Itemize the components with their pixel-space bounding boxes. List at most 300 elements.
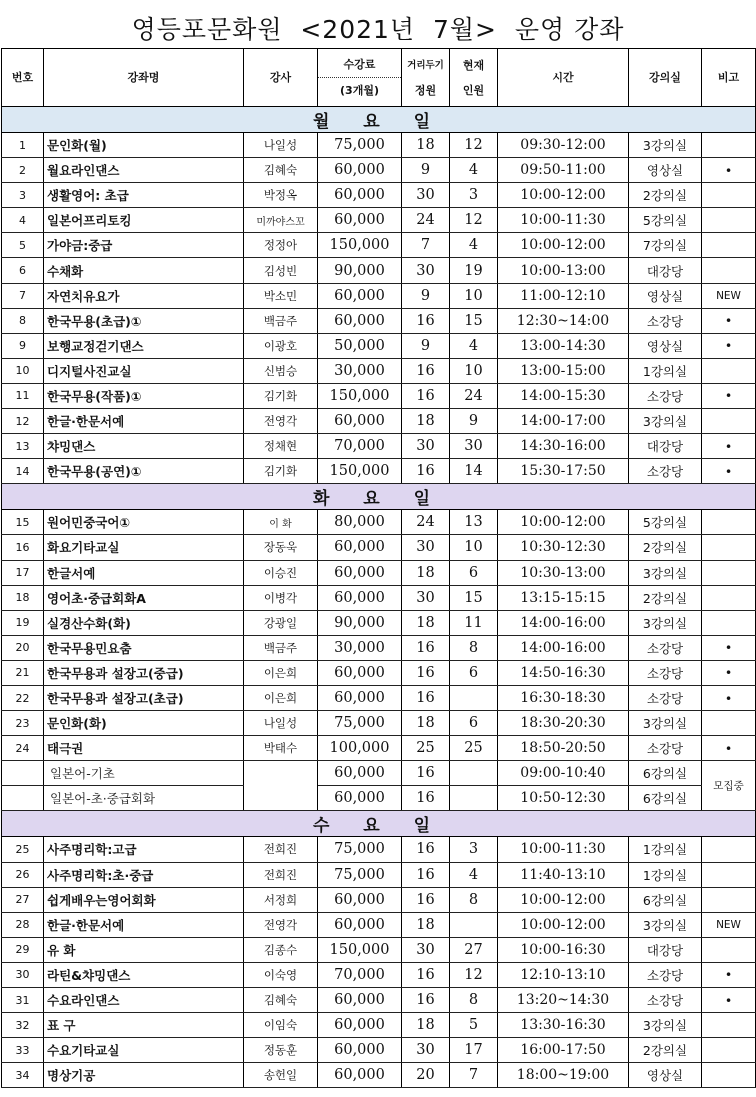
cell-course-name: 보행교정걷기댄스 (44, 333, 244, 358)
cell-time: 13:20~14:30 (498, 988, 629, 1013)
table-row (2, 233, 756, 258)
cell-note (702, 1013, 756, 1038)
cell-time: 14:00-16:00 (498, 610, 629, 635)
cell-capacity: 16 (402, 383, 450, 408)
cell-room: 1강의실 (629, 862, 702, 887)
table-row (2, 585, 756, 610)
cell-course-name: 가야금:중급 (44, 233, 244, 258)
cell-capacity: 24 (402, 208, 450, 233)
cell-course-name: 표 구 (44, 1013, 244, 1038)
cell-room: 영상실 (629, 333, 702, 358)
cell-current: 4 (450, 233, 498, 258)
cell-current: 6 (450, 560, 498, 585)
table-row (2, 535, 756, 560)
cell-room: 7강의실 (629, 233, 702, 258)
table-row (2, 560, 756, 585)
col-header-fee (318, 49, 402, 107)
cell-no: 5 (2, 233, 44, 258)
cell-no: 10 (2, 358, 44, 383)
col-header-capacity-sub: 정원 (414, 83, 437, 97)
cell-note: • (702, 459, 756, 484)
cell-note: • (702, 988, 756, 1013)
cell-current: 11 (450, 610, 498, 635)
cell-capacity: 16 (402, 837, 450, 862)
cell-room: 대강당 (629, 258, 702, 283)
cell-fee: 90,000 (318, 258, 402, 283)
cell-capacity: 30 (402, 585, 450, 610)
cell-teacher: 나일성 (244, 133, 318, 158)
cell-current: 6 (450, 711, 498, 736)
day-header-mon (2, 107, 756, 133)
cell-teacher: 나일성 (244, 711, 318, 736)
cell-teacher: 김기화 (244, 383, 318, 408)
cell-course-name: 문인화(월) (44, 133, 244, 158)
table-row (2, 383, 756, 408)
cell-capacity: 18 (402, 560, 450, 585)
cell-course-name: 한국무용과 설장고(초급) (44, 685, 244, 710)
cell-time: 10:00-13:00 (498, 258, 629, 283)
table-row (2, 133, 756, 158)
cell-fee: 30,000 (318, 635, 402, 660)
cell-no: 24 (2, 736, 44, 761)
cell-fee: 60,000 (318, 535, 402, 560)
cell-note (702, 937, 756, 962)
col-header-capacity-label: 거리두기 (407, 59, 444, 71)
cell-current: 25 (450, 736, 498, 761)
cell-no: 4 (2, 208, 44, 233)
cell-fee: 60,000 (318, 158, 402, 183)
cell-note (702, 233, 756, 258)
cell-no: 13 (2, 434, 44, 459)
cell-teacher: 김종수 (244, 937, 318, 962)
cell-current (450, 761, 498, 786)
cell-no: 8 (2, 308, 44, 333)
cell-time: 13:30-16:30 (498, 1013, 629, 1038)
cell-room: 3강의실 (629, 912, 702, 937)
cell-fee: 60,000 (318, 585, 402, 610)
cell-time: 09:30-12:00 (498, 133, 629, 158)
cell-capacity: 18 (402, 711, 450, 736)
cell-no: 33 (2, 1038, 44, 1063)
cell-capacity: 16 (402, 635, 450, 660)
cell-capacity: 16 (402, 962, 450, 987)
cell-time: 12:10-13:10 (498, 962, 629, 987)
cell-current: 7 (450, 1063, 498, 1088)
cell-teacher: 이승진 (244, 560, 318, 585)
cell-capacity: 16 (402, 862, 450, 887)
cell-time: 10:00-11:30 (498, 208, 629, 233)
cell-current: 17 (450, 1038, 498, 1063)
cell-teacher: 이은희 (244, 685, 318, 710)
cell-time: 10:50-12:30 (498, 786, 629, 811)
cell-capacity: 16 (402, 358, 450, 383)
cell-capacity: 16 (402, 761, 450, 786)
table-row (2, 258, 756, 283)
cell-fee: 100,000 (318, 736, 402, 761)
cell-time: 16:30-18:30 (498, 685, 629, 710)
cell-fee: 90,000 (318, 610, 402, 635)
cell-course-name: 명상기공 (44, 1063, 244, 1088)
cell-capacity: 18 (402, 133, 450, 158)
col-header-note: 비고 (702, 49, 756, 107)
cell-current (450, 685, 498, 710)
cell-teacher: 미까야스꼬 (244, 208, 318, 233)
cell-no: 27 (2, 887, 44, 912)
cell-time: 13:00-14:30 (498, 333, 629, 358)
course-schedule-table (1, 48, 756, 1088)
cell-fee: 30,000 (318, 358, 402, 383)
cell-room: 소강당 (629, 660, 702, 685)
cell-time: 10:00-12:00 (498, 887, 629, 912)
cell-course-name: 일본어-초·중급회화 (44, 786, 244, 811)
cell-capacity: 16 (402, 459, 450, 484)
table-row (2, 988, 756, 1013)
cell-room: 2강의실 (629, 1038, 702, 1063)
cell-teacher: 서정희 (244, 887, 318, 912)
cell-capacity: 16 (402, 308, 450, 333)
cell-room: 6강의실 (629, 786, 702, 811)
cell-fee: 60,000 (318, 1063, 402, 1088)
cell-current: 10 (450, 283, 498, 308)
cell-no: 28 (2, 912, 44, 937)
cell-teacher: 이 화 (244, 510, 318, 535)
cell-room: 소강당 (629, 685, 702, 710)
table-header (2, 49, 756, 107)
cell-teacher: 이병각 (244, 585, 318, 610)
cell-fee: 150,000 (318, 459, 402, 484)
cell-time: 13:00-15:00 (498, 358, 629, 383)
cell-teacher: 김혜숙 (244, 158, 318, 183)
cell-no: 25 (2, 837, 44, 862)
cell-course-name: 한국무용(공연)① (44, 459, 244, 484)
cell-teacher: 전희진 (244, 862, 318, 887)
cell-no: 34 (2, 1063, 44, 1088)
table-row (2, 610, 756, 635)
table-row (2, 409, 756, 434)
cell-time: 18:50-20:50 (498, 736, 629, 761)
cell-fee: 75,000 (318, 862, 402, 887)
cell-room: 2강의실 (629, 535, 702, 560)
table-row (2, 283, 756, 308)
cell-current: 5 (450, 1013, 498, 1038)
cell-teacher: 김성빈 (244, 258, 318, 283)
cell-note: • (702, 962, 756, 987)
cell-note-recruiting: 모집중 (702, 761, 756, 811)
cell-current (450, 786, 498, 811)
cell-capacity: 30 (402, 183, 450, 208)
cell-note (702, 862, 756, 887)
cell-teacher: 장동욱 (244, 535, 318, 560)
cell-room: 2강의실 (629, 585, 702, 610)
cell-course-name: 챠밍댄스 (44, 434, 244, 459)
cell-note (702, 535, 756, 560)
cell-no: 15 (2, 510, 44, 535)
cell-capacity: 18 (402, 1013, 450, 1038)
day-header-label: 화 요 일 (2, 484, 756, 510)
table-body (2, 107, 756, 1088)
cell-no: 7 (2, 283, 44, 308)
cell-note (702, 585, 756, 610)
cell-room: 영상실 (629, 283, 702, 308)
cell-teacher: 강광일 (244, 610, 318, 635)
cell-teacher: 박태수 (244, 736, 318, 761)
cell-fee: 60,000 (318, 912, 402, 937)
cell-room: 3강의실 (629, 409, 702, 434)
cell-room: 소강당 (629, 308, 702, 333)
day-header-tue (2, 484, 756, 510)
cell-course-name: 실경산수화(화) (44, 610, 244, 635)
cell-room: 소강당 (629, 736, 702, 761)
cell-current: 15 (450, 585, 498, 610)
cell-current: 8 (450, 887, 498, 912)
cell-fee: 60,000 (318, 560, 402, 585)
cell-note (702, 258, 756, 283)
cell-teacher: 김혜숙 (244, 988, 318, 1013)
cell-capacity: 18 (402, 409, 450, 434)
col-header-current-label: 현재 (462, 58, 485, 72)
cell-time: 10:00-12:00 (498, 233, 629, 258)
cell-room: 영상실 (629, 158, 702, 183)
cell-note (702, 510, 756, 535)
cell-course-name: 수채화 (44, 258, 244, 283)
cell-note: NEW (702, 912, 756, 937)
cell-no: 18 (2, 585, 44, 610)
cell-room: 1강의실 (629, 837, 702, 862)
cell-room: 1강의실 (629, 358, 702, 383)
cell-no: 1 (2, 133, 44, 158)
cell-time: 14:00-15:30 (498, 383, 629, 408)
cell-course-name: 사주명리학:초·중급 (44, 862, 244, 887)
cell-course-name: 한글·한문서예 (44, 912, 244, 937)
cell-current: 6 (450, 660, 498, 685)
cell-current: 9 (450, 409, 498, 434)
cell-fee: 75,000 (318, 133, 402, 158)
cell-no: 21 (2, 660, 44, 685)
cell-time: 12:30~14:00 (498, 308, 629, 333)
cell-fee: 60,000 (318, 283, 402, 308)
cell-room: 영상실 (629, 1063, 702, 1088)
cell-time: 11:40-13:10 (498, 862, 629, 887)
cell-current: 3 (450, 183, 498, 208)
col-header-current (450, 49, 498, 107)
cell-no: 14 (2, 459, 44, 484)
cell-course-name: 화요기타교실 (44, 535, 244, 560)
cell-note (702, 1038, 756, 1063)
cell-current: 8 (450, 635, 498, 660)
cell-fee: 60,000 (318, 183, 402, 208)
cell-capacity: 20 (402, 1063, 450, 1088)
cell-capacity: 30 (402, 937, 450, 962)
cell-time: 11:00-12:10 (498, 283, 629, 308)
cell-no (2, 761, 44, 786)
cell-fee: 70,000 (318, 434, 402, 459)
cell-capacity: 16 (402, 887, 450, 912)
table-row (2, 711, 756, 736)
cell-current: 12 (450, 208, 498, 233)
cell-room: 소강당 (629, 988, 702, 1013)
cell-fee: 70,000 (318, 962, 402, 987)
cell-course-name: 한글서예 (44, 560, 244, 585)
cell-course-name: 수요라인댄스 (44, 988, 244, 1013)
cell-note (702, 133, 756, 158)
cell-current: 4 (450, 333, 498, 358)
cell-capacity: 16 (402, 685, 450, 710)
cell-fee: 60,000 (318, 786, 402, 811)
cell-course-name: 수요기타교실 (44, 1038, 244, 1063)
table-row (2, 333, 756, 358)
cell-current: 19 (450, 258, 498, 283)
cell-time: 14:30-16:00 (498, 434, 629, 459)
cell-course-name: 유 화 (44, 937, 244, 962)
cell-capacity: 25 (402, 736, 450, 761)
table-row (2, 937, 756, 962)
cell-teacher: 이광호 (244, 333, 318, 358)
cell-teacher: 박정옥 (244, 183, 318, 208)
cell-time: 09:50-11:00 (498, 158, 629, 183)
cell-no: 23 (2, 711, 44, 736)
cell-capacity: 24 (402, 510, 450, 535)
table-row (2, 962, 756, 987)
cell-teacher: 김기화 (244, 459, 318, 484)
cell-current: 15 (450, 308, 498, 333)
cell-note (702, 1063, 756, 1088)
cell-current: 12 (450, 133, 498, 158)
col-header-no: 번호 (2, 49, 44, 107)
cell-note (702, 610, 756, 635)
page-title: 영등포문화원 <2021년 7월> 운영 강좌 (131, 15, 625, 44)
cell-room: 대강당 (629, 434, 702, 459)
cell-time: 10:00-12:00 (498, 912, 629, 937)
cell-no: 19 (2, 610, 44, 635)
cell-course-name: 한국무용(초급)① (44, 308, 244, 333)
cell-course-name: 한글·한문서예 (44, 409, 244, 434)
cell-no: 22 (2, 685, 44, 710)
cell-teacher: 전영각 (244, 912, 318, 937)
cell-current: 30 (450, 434, 498, 459)
cell-room: 소강당 (629, 459, 702, 484)
table-row (2, 1063, 756, 1088)
cell-no: 20 (2, 635, 44, 660)
cell-no: 29 (2, 937, 44, 962)
cell-note: • (702, 383, 756, 408)
cell-fee: 50,000 (318, 333, 402, 358)
cell-course-name: 사주명리학:고급 (44, 837, 244, 862)
cell-course-name: 월요라인댄스 (44, 158, 244, 183)
cell-room: 5강의실 (629, 510, 702, 535)
cell-note (702, 208, 756, 233)
cell-teacher: 백금주 (244, 308, 318, 333)
cell-teacher: 전희진 (244, 837, 318, 862)
cell-note (702, 711, 756, 736)
cell-fee: 150,000 (318, 383, 402, 408)
cell-no: 9 (2, 333, 44, 358)
cell-note: NEW (702, 283, 756, 308)
cell-course-name: 한국무용(작품)① (44, 383, 244, 408)
cell-teacher: 박소민 (244, 283, 318, 308)
cell-room: 5강의실 (629, 208, 702, 233)
cell-no (2, 786, 44, 811)
cell-teacher: 정채현 (244, 434, 318, 459)
table-row (2, 158, 756, 183)
table-row (2, 736, 756, 761)
col-header-capacity (402, 49, 450, 107)
cell-note: • (702, 333, 756, 358)
cell-room: 3강의실 (629, 1013, 702, 1038)
cell-time: 18:00~19:00 (498, 1063, 629, 1088)
cell-fee: 150,000 (318, 937, 402, 962)
cell-capacity: 30 (402, 258, 450, 283)
cell-current: 13 (450, 510, 498, 535)
cell-current: 4 (450, 158, 498, 183)
cell-time: 18:30-20:30 (498, 711, 629, 736)
cell-note (702, 887, 756, 912)
cell-teacher: 정정아 (244, 233, 318, 258)
cell-no: 3 (2, 183, 44, 208)
col-header-time: 시간 (498, 49, 629, 107)
table-row (2, 1013, 756, 1038)
cell-note (702, 183, 756, 208)
table-row (2, 434, 756, 459)
cell-fee: 60,000 (318, 685, 402, 710)
cell-room: 2강의실 (629, 183, 702, 208)
cell-note: • (702, 736, 756, 761)
cell-teacher (244, 761, 318, 811)
cell-current: 10 (450, 535, 498, 560)
cell-note: • (702, 434, 756, 459)
cell-current (450, 912, 498, 937)
cell-current: 3 (450, 837, 498, 862)
cell-fee: 80,000 (318, 510, 402, 535)
cell-current: 8 (450, 988, 498, 1013)
cell-room: 대강당 (629, 937, 702, 962)
table-row (2, 761, 756, 786)
cell-no: 11 (2, 383, 44, 408)
cell-capacity: 16 (402, 660, 450, 685)
table-row (2, 912, 756, 937)
cell-course-name: 일본어프리토킹 (44, 208, 244, 233)
cell-fee: 60,000 (318, 208, 402, 233)
col-header-current-sub: 인원 (462, 83, 485, 97)
cell-room: 소강당 (629, 383, 702, 408)
cell-teacher: 정동훈 (244, 1038, 318, 1063)
table-row (2, 183, 756, 208)
cell-time: 10:00-11:30 (498, 837, 629, 862)
cell-no: 12 (2, 409, 44, 434)
cell-room: 소강당 (629, 635, 702, 660)
cell-fee: 60,000 (318, 887, 402, 912)
cell-current: 24 (450, 383, 498, 408)
cell-course-name: 영어초·중급회화A (44, 585, 244, 610)
cell-fee: 75,000 (318, 711, 402, 736)
cell-course-name: 라틴&챠밍댄스 (44, 962, 244, 987)
cell-note: • (702, 635, 756, 660)
cell-room: 3강의실 (629, 560, 702, 585)
col-header-fee-period: (3개월) (340, 84, 379, 97)
cell-current: 12 (450, 962, 498, 987)
cell-time: 16:00-17:50 (498, 1038, 629, 1063)
cell-no: 2 (2, 158, 44, 183)
cell-current: 4 (450, 862, 498, 887)
cell-note: • (702, 308, 756, 333)
cell-teacher: 이은희 (244, 660, 318, 685)
cell-time: 09:00-10:40 (498, 761, 629, 786)
cell-time: 14:00-17:00 (498, 409, 629, 434)
cell-room: 6강의실 (629, 761, 702, 786)
table-row (2, 1038, 756, 1063)
table-row (2, 887, 756, 912)
col-header-fee-label: 수강료 (318, 52, 401, 78)
cell-time: 14:50-16:30 (498, 660, 629, 685)
